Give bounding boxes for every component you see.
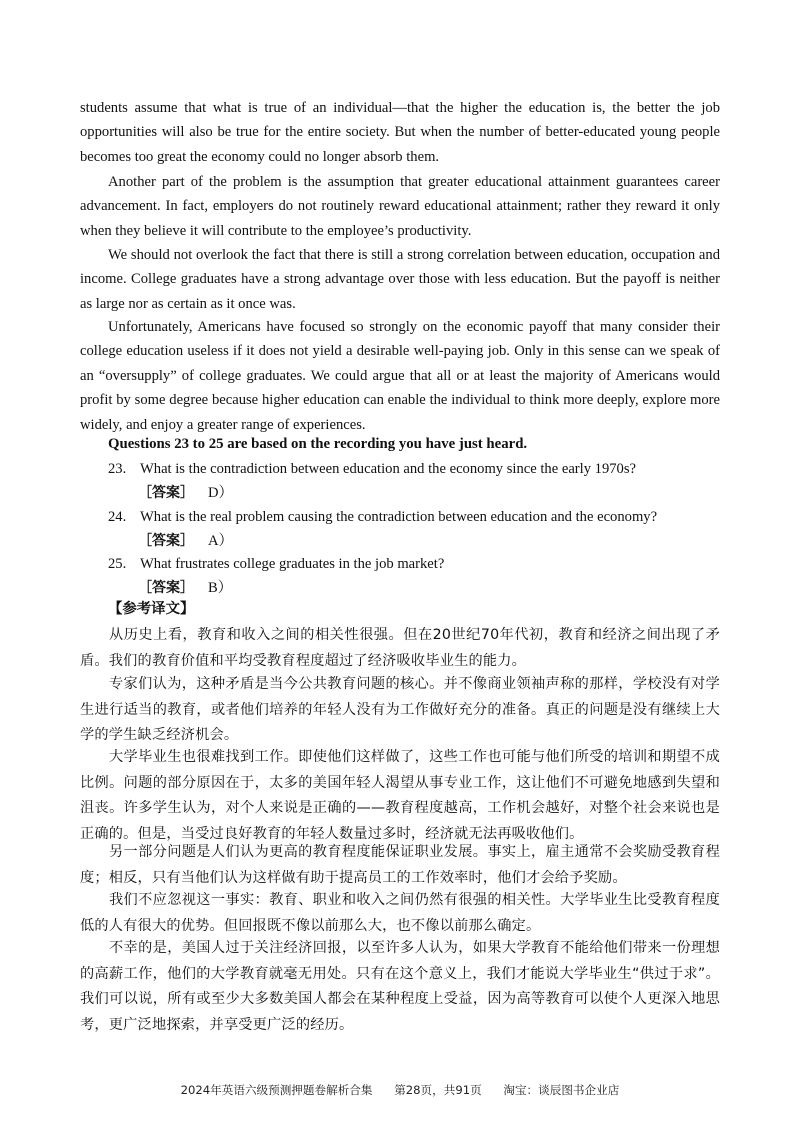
question-text: What is the contradiction between education and the economy since the early 1970s? bbox=[140, 461, 637, 477]
translation-paragraph-5: 我们不应忽视这一事实：教育、职业和收入之间仍然有很强的相关性。大学毕业生比受教育程度低的人有很大的优势。但回报既不像以前那么大，也不像以前那么确定。 bbox=[80, 892, 720, 934]
answer-label: ［答案］ bbox=[138, 580, 194, 596]
question-23 bbox=[108, 458, 636, 480]
passage-paragraph-4: Unfortunately, Americans have focused so strongly on the economic payoff that many consider their college education useless if it does not yield a desirable well-paying job. Only in this sense can we speak of an “oversupply” of college graduates. We could argue that all or at least the majority of Americans would profit by some degree because higher education can enable the individual to think more deeply, explore more widely, and enjoy a greater range of experiences. bbox=[80, 319, 720, 433]
question-number: 23. bbox=[108, 461, 127, 477]
answer-value: A） bbox=[208, 533, 234, 549]
translation-paragraph-3: 大学毕业生也很难找到工作。即使他们这样做了，这些工作也可能与他们所受的培训和期望不成比例。问题的部分原因在于，太多的美国年轻人渴望从事专业工作，这让他们不可避免地感到失望和沮丧。许多学生认为，对个人来说是正确的——教育程度越高，工作机会越好，对整个社会来说也是正确的。但是，当受过良好教育的年轻人数量过多时，经济就无法再吸收他们。 bbox=[80, 749, 720, 842]
footer-shop: 淘宝：谈辰图书企业店 bbox=[503, 1083, 620, 1097]
answer-value: D） bbox=[208, 485, 234, 501]
translation-paragraph-4: 另一部分问题是人们认为更高的教育程度能保证职业发展。事实上，雇主通常不会奖励受教育程度；相反，只有当他们认为这样做有助于提高员工的工作效率时，他们才会给予奖励。 bbox=[80, 844, 720, 886]
questions-heading: Questions 23 to 25 are based on the recording you have just heard. bbox=[108, 436, 528, 452]
passage-paragraph-3: We should not overlook the fact that there is still a strong correlation between education, occupation and income. College graduates have a strong advantage over those with less education. But the payoff is neither as large nor as certain as it once was. bbox=[80, 247, 720, 312]
passage-paragraph-2: Another part of the problem is the assumption that greater educational attainment guarantees career advancement. In fact, employers do not routinely reward educational attainment; rather they reward it only when they believe it will contribute to the employee’s productivity. bbox=[80, 174, 720, 239]
question-25 bbox=[108, 553, 444, 575]
question-text: What is the real problem causing the contradiction between education and the economy? bbox=[140, 509, 658, 525]
translation-title: 【参考译文】 bbox=[108, 601, 195, 617]
answer-24 bbox=[138, 530, 233, 552]
footer-book-title: 2024年英语六级预测押题卷解析合集 bbox=[180, 1083, 373, 1097]
question-number: 25. bbox=[108, 556, 127, 572]
translation-paragraph-2: 专家们认为，这种矛盾是当今公共教育问题的核心。并不像商业领袖声称的那样，学校没有对学生进行适当的教育，或者他们培养的年轻人没有为工作做好充分的准备。真正的问题是没有继续上大学的学生缺乏经济机会。 bbox=[80, 676, 720, 744]
answer-label: ［答案］ bbox=[138, 533, 194, 549]
question-text: What frustrates college graduates in the job market? bbox=[140, 556, 445, 572]
answer-23 bbox=[138, 482, 233, 504]
footer-page-number: 第28页，共91页 bbox=[394, 1083, 482, 1097]
answer-label: ［答案］ bbox=[138, 485, 194, 501]
translation-paragraph-6: 不幸的是，美国人过于关注经济回报，以至许多人认为，如果大学教育不能给他们带来一份理想的高薪工作，他们的大学教育就毫无用处。只有在这个意义上，我们才能说大学毕业生“供过于求”。我们可以说，所有或至少大多数美国人都会在某种程度上受益，因为高等教育可以使个人更深入地思考，更广泛地探索，并享受更广泛的经历。 bbox=[80, 940, 720, 1033]
question-number: 24. bbox=[108, 509, 127, 525]
answer-25 bbox=[138, 577, 232, 599]
translation-paragraph-1: 从历史上看，教育和收入之间的相关性很强。但在20世纪70年代初，教育和经济之间出现了矛盾。我们的教育价值和平均受教育程度超过了经济吸收毕业生的能力。 bbox=[80, 627, 720, 669]
page-footer bbox=[0, 1082, 800, 1098]
question-24 bbox=[108, 506, 657, 528]
passage-paragraph-1: students assume that what is true of an individual—that the higher the education is, the better the job opportunities will also be true for the entire society. But when the number of better-educated young people becomes too great the economy could no longer absorb them. bbox=[80, 100, 720, 165]
answer-value: B） bbox=[208, 580, 233, 596]
